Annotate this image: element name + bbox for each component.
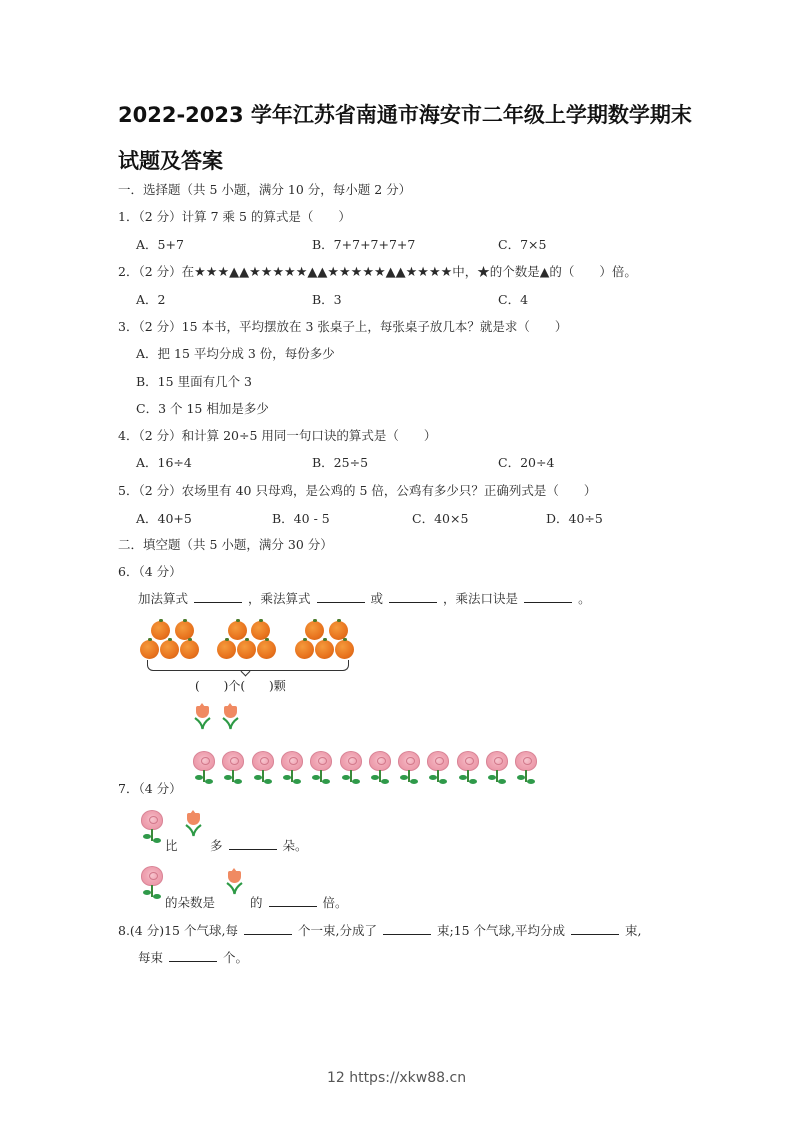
q6-text-or: 或 [370, 591, 384, 606]
orange-icon [315, 640, 334, 659]
star-triangle-sequence: ★★★▲▲★★★★★▲▲★★★★★▲▲★★★★ [194, 265, 453, 280]
tulip-icon [183, 813, 205, 843]
q7-line1-fill [210, 836, 308, 854]
q8-text-5: 每束 [138, 950, 164, 965]
question-3-option-a: A．把 15 平均分成 3 份，每份多少 [136, 346, 335, 361]
orange-icon [175, 621, 194, 640]
question-2-option-a: A．2 [136, 292, 166, 307]
q8-text-1: 8.(4 分)15 个气球,每 [118, 923, 238, 938]
page-footer: 12 https://xkw88.cn [326, 1070, 467, 1086]
question-6-label: 6．（4 分） [118, 564, 182, 579]
rose-icon [514, 751, 538, 787]
question-2-suffix: 中，★的个数是▲的（ ）倍。 [452, 264, 637, 279]
orange-icon [151, 621, 170, 640]
orange-icon [160, 640, 179, 659]
q7-text-of: 的 [250, 895, 263, 910]
q8-text-6: 个。 [223, 950, 249, 965]
title-line-1: 2022-2023 学年江苏省南通市海安市二年级上学期数学期末 [118, 103, 692, 127]
q6-text-addition: 加法算式 [138, 591, 189, 606]
question-6-fill-line [138, 589, 591, 607]
rose-icon [140, 810, 164, 846]
q7-blank-2[interactable] [269, 894, 317, 907]
question-5-option-c: C．40×5 [412, 511, 469, 526]
question-7-label: 7．（4 分） [118, 781, 182, 796]
orange-icon [228, 621, 247, 640]
rose-icon [140, 866, 164, 902]
rose-icon [192, 751, 216, 787]
orange-icon [295, 640, 314, 659]
question-4-option-c: C．20÷4 [498, 455, 555, 470]
question-5-option-a: A．40+5 [136, 511, 192, 526]
orange-icon [140, 640, 159, 659]
q7-text-count: 的朵数是 [165, 895, 216, 910]
question-3-stem: 3．（2 分）15 本书，平均摆放在 3 张桌子上，每张桌子放几本？就是求（ ） [118, 319, 568, 334]
q7-text-more: 多 [210, 838, 223, 853]
question-5-stem: 5．（2 分）农场里有 40 只母鸡，是公鸡的 5 倍，公鸡有多少只？正确列式是（ ） [118, 483, 597, 498]
question-5-option-b: B．40 - 5 [272, 511, 330, 526]
q6-blank-3[interactable] [389, 590, 437, 603]
question-1-option-a: A．5+7 [136, 237, 184, 252]
q7-text-unit: 朵。 [282, 838, 308, 853]
q8-blank-4[interactable] [169, 949, 217, 962]
orange-icon [237, 640, 256, 659]
q6-blank-2[interactable] [317, 590, 365, 603]
question-5-option-d: D．40÷5 [546, 511, 603, 526]
q8-text-4: 束, [625, 923, 642, 938]
rose-icon [309, 751, 333, 787]
question-2-prefix: 2．（2 分）在 [118, 264, 195, 279]
rose-icon [251, 751, 275, 787]
question-1-option-b: B．7+7+7+7+7 [312, 237, 416, 252]
question-8-line-2 [138, 948, 248, 966]
orange-icon [335, 640, 354, 659]
q6-text-multiplication: ，乘法算式 [248, 591, 311, 606]
q6-blank-4[interactable] [524, 590, 572, 603]
q8-blank-2[interactable] [383, 922, 431, 935]
q8-text-3: 束;15 个气球,平均分成 [436, 923, 566, 938]
question-4-option-a: A．16÷4 [136, 455, 192, 470]
question-4-option-b: B．25÷5 [312, 455, 369, 470]
question-2-option-b: B．3 [312, 292, 342, 307]
document-title [118, 92, 698, 184]
rose-icon [221, 751, 245, 787]
q6-blank-1[interactable] [194, 590, 242, 603]
tulip-icon [224, 871, 246, 901]
q8-text-2: 个一束,分成了 [297, 923, 377, 938]
question-2-stem [118, 262, 637, 280]
tulip-icon [220, 706, 242, 736]
question-1-option-c: C．7×5 [498, 237, 547, 252]
tulip-icon [192, 706, 214, 736]
question-1-stem: 1．（2 分）计算 7 乘 5 的算式是（ ） [118, 209, 351, 224]
orange-icon [180, 640, 199, 659]
q8-blank-3[interactable] [571, 922, 619, 935]
q6-text-rhyme: ，乘法口诀是 [443, 591, 519, 606]
q7-blank-1[interactable] [229, 837, 277, 850]
question-8-line-1 [118, 921, 642, 939]
rose-icon [280, 751, 304, 787]
rose-icon [485, 751, 509, 787]
question-3-option-c: C．3 个 15 相加是多少 [136, 401, 269, 416]
q7-line2-fill [250, 893, 348, 911]
title-line-2: 试题及答案 [118, 149, 223, 173]
rose-icon [397, 751, 421, 787]
section-2-heading: 二．填空题（共 5 小题，满分 30 分） [118, 537, 333, 552]
q8-blank-1[interactable] [244, 922, 292, 935]
rose-icon [456, 751, 480, 787]
rose-icon [426, 751, 450, 787]
question-4-stem: 4．（2 分）和计算 20÷5 用同一句口诀的算式是（ ） [118, 428, 437, 443]
q7-text-compare: 比 [165, 838, 178, 853]
orange-icon [305, 621, 324, 640]
orange-icon [217, 640, 236, 659]
q6-text-end: 。 [578, 591, 591, 606]
section-1-heading: 一．选择题（共 5 小题，满分 10 分，每小题 2 分） [118, 182, 412, 197]
orange-icon [257, 640, 276, 659]
brace-label: ( )个( )颗 [195, 679, 286, 693]
q7-text-times: 倍。 [322, 895, 348, 910]
question-3-option-b: B．15 里面有几个 3 [136, 374, 252, 389]
rose-icon [368, 751, 392, 787]
rose-icon [339, 751, 363, 787]
question-2-option-c: C．4 [498, 292, 529, 307]
